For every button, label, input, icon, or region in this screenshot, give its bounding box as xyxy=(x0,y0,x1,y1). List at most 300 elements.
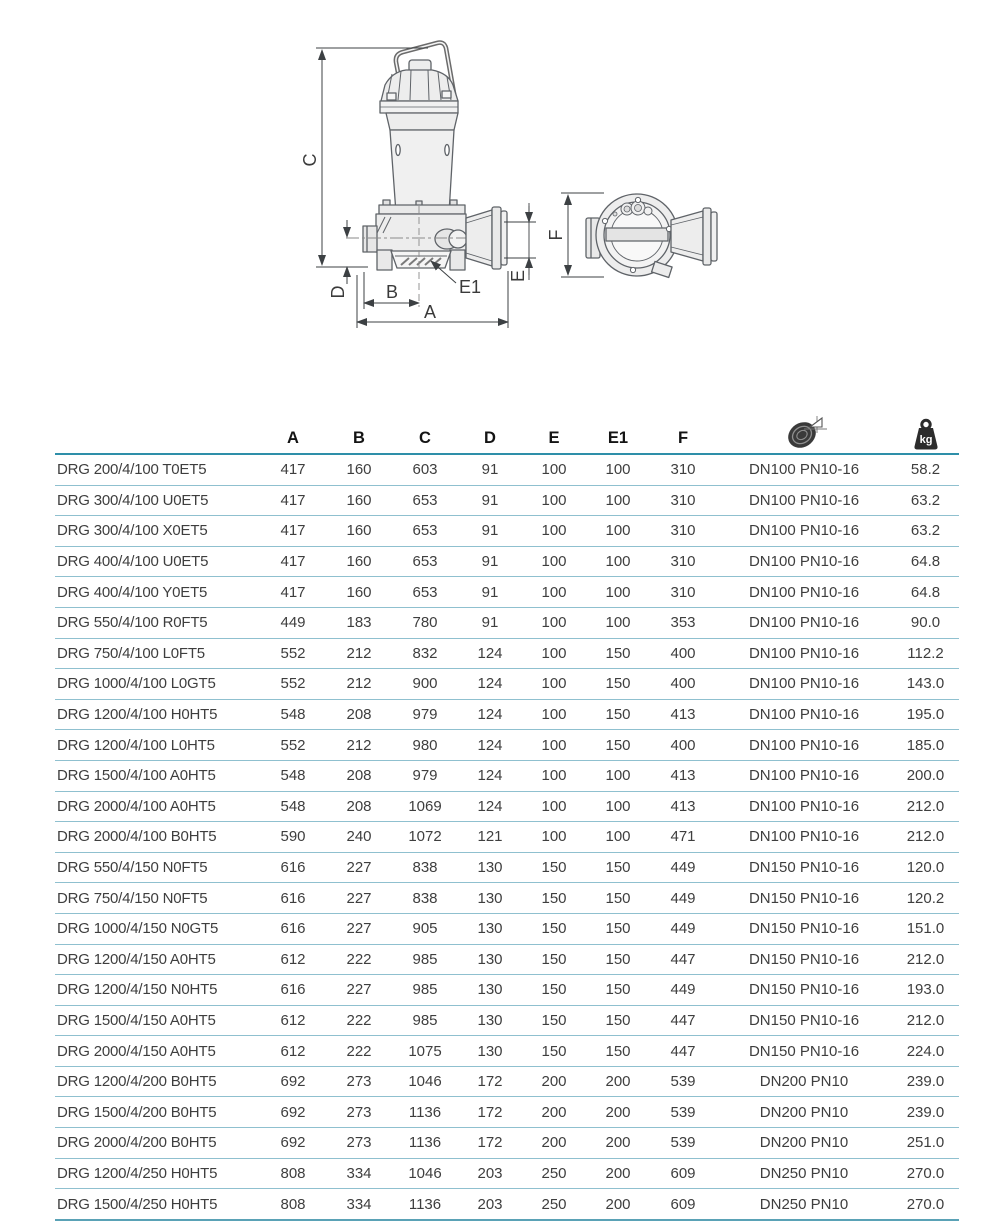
dim-f-value: 400 xyxy=(670,675,696,693)
pump-model: DRG 750/4/100 L0FT5 xyxy=(57,644,205,662)
volute-tab xyxy=(652,261,673,277)
dim-b-value: 208 xyxy=(346,706,372,724)
dim-a-value: 548 xyxy=(280,797,306,815)
weight-value: 63.2 xyxy=(910,491,941,509)
table-row xyxy=(55,669,959,700)
dim-e1-value: 100 xyxy=(605,614,631,632)
label-B: B xyxy=(385,282,399,302)
pump-model: DRG 2000/4/100 A0HT5 xyxy=(57,797,216,815)
dim-e1-value: 100 xyxy=(605,461,631,479)
dim-e-value: 150 xyxy=(541,889,567,907)
dim-a-value: 616 xyxy=(280,889,306,907)
dim-f-value: 539 xyxy=(670,1073,696,1091)
dim-e1-value: 150 xyxy=(605,736,631,754)
dim-e1-value: 150 xyxy=(605,675,631,693)
flange-spec: DN100 PN10-16 xyxy=(748,675,860,693)
weight-value: 64.8 xyxy=(910,553,941,571)
dimensions-table xyxy=(55,408,959,1221)
dim-c-value: 653 xyxy=(412,522,438,540)
weight-value: 239.0 xyxy=(906,1103,945,1121)
dim-d-value: 124 xyxy=(477,706,503,724)
pump-model: DRG 1200/4/200 B0HT5 xyxy=(57,1073,217,1091)
dim-e-value: 100 xyxy=(541,614,567,632)
weight-value: 120.2 xyxy=(906,889,945,907)
dim-c-value: 905 xyxy=(412,920,438,938)
dim-d-value: 130 xyxy=(477,950,503,968)
header-weight-column xyxy=(892,418,959,453)
header-col-A: A xyxy=(287,429,299,447)
dim-d-value: 172 xyxy=(477,1073,503,1091)
dim-d-value: 130 xyxy=(477,1011,503,1029)
dim-f-value: 449 xyxy=(670,981,696,999)
suction-strainer xyxy=(391,251,451,268)
label-F: F xyxy=(546,229,566,241)
dim-c-value: 603 xyxy=(412,461,438,479)
side-port xyxy=(363,226,377,252)
dim-c-value: 653 xyxy=(412,553,438,571)
volute-rib xyxy=(606,228,668,241)
dim-e-value: 150 xyxy=(541,950,567,968)
dim-e1-value: 150 xyxy=(605,644,631,662)
dim-b-value: 227 xyxy=(346,889,372,907)
weight-value: 193.0 xyxy=(906,981,945,999)
dim-e-value: 250 xyxy=(541,1195,567,1213)
dim-e-value: 100 xyxy=(541,736,567,754)
flange-spec: DN100 PN10-16 xyxy=(748,461,860,479)
table-row xyxy=(55,1036,959,1067)
dim-e1-value: 200 xyxy=(605,1073,631,1091)
discharge-flange xyxy=(492,207,501,269)
dim-e-value: 150 xyxy=(541,981,567,999)
dim-d-value: 172 xyxy=(477,1103,503,1121)
dim-f-value: 353 xyxy=(670,614,696,632)
dim-a-value: 552 xyxy=(280,736,306,754)
dim-e-value: 150 xyxy=(541,859,567,877)
dim-d-value: 130 xyxy=(477,1042,503,1060)
dim-d-value: 130 xyxy=(477,859,503,877)
dim-b-value: 160 xyxy=(346,461,372,479)
pump-model: DRG 300/4/100 U0ET5 xyxy=(57,491,209,509)
table-row xyxy=(55,1097,959,1128)
dim-a-value: 808 xyxy=(280,1195,306,1213)
dim-e1-value: 150 xyxy=(605,889,631,907)
dim-a-value: 616 xyxy=(280,981,306,999)
motor-flare xyxy=(386,113,458,130)
dim-a-value: 417 xyxy=(280,583,306,601)
dim-e1-value: 100 xyxy=(605,583,631,601)
weight-value: 270.0 xyxy=(906,1195,945,1213)
table-row xyxy=(55,455,959,486)
dim-b-value: 212 xyxy=(346,644,372,662)
pump-model: DRG 300/4/100 X0ET5 xyxy=(57,522,208,540)
pump-model: DRG 1200/4/100 H0HT5 xyxy=(57,706,218,724)
dim-c-value: 1136 xyxy=(408,1195,442,1213)
dim-b-value: 160 xyxy=(346,522,372,540)
dim-a-value: 417 xyxy=(280,522,306,540)
dim-e1-value: 100 xyxy=(605,491,631,509)
pump-model: DRG 1500/4/200 B0HT5 xyxy=(57,1103,217,1121)
table-row xyxy=(55,1067,959,1098)
table-row xyxy=(55,608,959,639)
pump-model: DRG 1500/4/150 A0HT5 xyxy=(57,1011,216,1029)
dim-f-value: 310 xyxy=(670,522,696,540)
dim-c-value: 985 xyxy=(412,950,438,968)
dim-b-value: 334 xyxy=(346,1195,372,1213)
table-row xyxy=(55,730,959,761)
weight-kg-icon xyxy=(913,418,939,452)
flange-spec: DN250 PN10 xyxy=(759,1164,849,1182)
dim-e-value: 100 xyxy=(541,553,567,571)
dim-c-value: 780 xyxy=(412,614,438,632)
pump-model: DRG 400/4/100 U0ET5 xyxy=(57,553,209,571)
dim-d-value: 91 xyxy=(481,614,499,632)
dim-f-value: 609 xyxy=(670,1195,696,1213)
dim-b-value: 183 xyxy=(346,614,372,632)
flange-spec: DN250 PN10 xyxy=(759,1195,849,1213)
dim-b-value: 240 xyxy=(346,828,372,846)
dim-e-value: 100 xyxy=(541,767,567,785)
dim-b-value: 212 xyxy=(346,736,372,754)
foot-left xyxy=(377,250,392,270)
dim-a-value: 552 xyxy=(280,675,306,693)
dim-f-value: 539 xyxy=(670,1134,696,1152)
dim-a-value: 612 xyxy=(280,950,306,968)
dim-f-value: 413 xyxy=(670,706,696,724)
dim-b-value: 273 xyxy=(346,1103,372,1121)
pump-model: DRG 750/4/150 N0FT5 xyxy=(57,889,208,907)
table-header-row xyxy=(55,408,959,455)
flange-spec: DN100 PN10-16 xyxy=(748,767,860,785)
dim-a-value: 417 xyxy=(280,461,306,479)
dim-e-value: 100 xyxy=(541,675,567,693)
dim-a-value: 449 xyxy=(280,614,306,632)
dim-c-value: 653 xyxy=(412,491,438,509)
dim-e1-value: 200 xyxy=(605,1103,631,1121)
flange-spec: DN100 PN10-16 xyxy=(748,644,860,662)
dim-d-value: 124 xyxy=(477,675,503,693)
weight-value: 200.0 xyxy=(906,767,945,785)
dim-e1-value: 150 xyxy=(605,950,631,968)
table-row xyxy=(55,1189,959,1221)
dim-d-value: 130 xyxy=(477,981,503,999)
foot-right xyxy=(450,250,465,270)
pump-dimension-drawing-svg xyxy=(0,0,1001,395)
dim-a-value: 417 xyxy=(280,553,306,571)
weight-value: 212.0 xyxy=(906,797,945,815)
dim-e-value: 200 xyxy=(541,1073,567,1091)
pump-model: DRG 1200/4/250 H0HT5 xyxy=(57,1164,218,1182)
dim-a-value: 612 xyxy=(280,1011,306,1029)
dim-b-value: 222 xyxy=(346,1011,372,1029)
discharge-cone xyxy=(466,210,492,266)
label-C: C xyxy=(300,153,320,167)
dim-e1-value: 100 xyxy=(605,522,631,540)
dim-f-value: 449 xyxy=(670,920,696,938)
flange-spec: DN100 PN10-16 xyxy=(748,736,860,754)
dim-b-value: 208 xyxy=(346,797,372,815)
dim-b-value: 227 xyxy=(346,981,372,999)
dim-e1-value: 200 xyxy=(605,1195,631,1213)
dim-b-value: 212 xyxy=(346,675,372,693)
dim-a-value: 612 xyxy=(280,1042,306,1060)
dim-f-value: 413 xyxy=(670,797,696,815)
weight-value: 212.0 xyxy=(906,1011,945,1029)
dim-e1-value: 150 xyxy=(605,1042,631,1060)
dim-b-value: 334 xyxy=(346,1164,372,1182)
table-row xyxy=(55,761,959,792)
dim-a-value: 692 xyxy=(280,1073,306,1091)
dim-f-value: 413 xyxy=(670,767,696,785)
table-row xyxy=(55,486,959,517)
dim-c-value: 838 xyxy=(412,889,438,907)
dim-e1-value: 200 xyxy=(605,1134,631,1152)
discharge-boss xyxy=(449,230,467,248)
flange-spec: DN150 PN10-16 xyxy=(748,1042,860,1060)
pump-model: DRG 2000/4/150 A0HT5 xyxy=(57,1042,216,1060)
weight-value: 64.8 xyxy=(910,583,941,601)
dim-e1-value: 100 xyxy=(605,797,631,815)
dim-f-value: 310 xyxy=(670,461,696,479)
pump-top-view xyxy=(586,194,717,277)
header-col-F: F xyxy=(677,429,689,447)
dim-a-value: 616 xyxy=(280,920,306,938)
dim-d-value: 124 xyxy=(477,644,503,662)
dim-f-value: 449 xyxy=(670,889,696,907)
flange-spec: DN200 PN10 xyxy=(759,1103,849,1121)
dim-c-value: 979 xyxy=(412,706,438,724)
weight-value: 112.2 xyxy=(907,644,944,662)
dim-a-value: 616 xyxy=(280,859,306,877)
table-body xyxy=(55,455,959,1221)
dim-d-value: 91 xyxy=(481,461,499,479)
kg-label: kg xyxy=(919,434,932,446)
table-row xyxy=(55,516,959,547)
dim-f-value: 449 xyxy=(670,859,696,877)
flange-spec: DN150 PN10-16 xyxy=(748,981,860,999)
weight-value: 195.0 xyxy=(906,706,945,724)
table-row xyxy=(55,577,959,608)
dim-a-value: 692 xyxy=(280,1103,306,1121)
header-col-C: C xyxy=(419,429,431,447)
dim-e1-value: 200 xyxy=(605,1164,631,1182)
dim-e-value: 100 xyxy=(541,491,567,509)
table-row xyxy=(55,792,959,823)
dim-e-value: 100 xyxy=(541,828,567,846)
dim-c-value: 980 xyxy=(412,736,438,754)
dim-d-value: 203 xyxy=(477,1195,503,1213)
flange-spec: DN150 PN10-16 xyxy=(748,920,860,938)
dim-b-value: 160 xyxy=(346,491,372,509)
label-E: E xyxy=(508,269,528,283)
dim-e-value: 200 xyxy=(541,1103,567,1121)
weight-value: 151.0 xyxy=(906,920,945,938)
dim-e1-value: 150 xyxy=(605,706,631,724)
dim-e-value: 100 xyxy=(541,644,567,662)
table-row xyxy=(55,883,959,914)
dim-f-value: 400 xyxy=(670,736,696,754)
flange-spec: DN100 PN10-16 xyxy=(748,491,860,509)
weight-value: 58.2 xyxy=(910,461,941,479)
pump-model: DRG 2000/4/200 B0HT5 xyxy=(57,1134,217,1152)
dim-d-value: 203 xyxy=(477,1164,503,1182)
dim-d-value: 91 xyxy=(481,583,499,601)
dim-c-value: 979 xyxy=(412,767,438,785)
dim-f-value: 310 xyxy=(670,553,696,571)
dim-e-value: 150 xyxy=(541,1042,567,1060)
table-row xyxy=(55,1128,959,1159)
dim-d-value: 172 xyxy=(477,1134,503,1152)
dim-d-value: 130 xyxy=(477,889,503,907)
dim-e1-value: 100 xyxy=(605,828,631,846)
flange-icon xyxy=(780,414,828,452)
flange-spec: DN200 PN10 xyxy=(759,1073,849,1091)
dim-a-value: 548 xyxy=(280,706,306,724)
weight-value: 120.0 xyxy=(906,859,945,877)
volute-top-plate xyxy=(379,205,465,214)
dim-a-value: 692 xyxy=(280,1134,306,1152)
weight-value: 239.0 xyxy=(906,1073,945,1091)
dim-d-value: 91 xyxy=(481,522,499,540)
dim-f-value: 310 xyxy=(670,491,696,509)
dim-e-value: 100 xyxy=(541,522,567,540)
dim-f-value: 539 xyxy=(670,1103,696,1121)
dim-b-value: 208 xyxy=(346,767,372,785)
pump-model: DRG 1200/4/150 A0HT5 xyxy=(57,950,216,968)
weight-value: 251.0 xyxy=(906,1134,945,1152)
dim-e-value: 250 xyxy=(541,1164,567,1182)
pump-front-view xyxy=(346,43,507,307)
dim-c-value: 985 xyxy=(412,1011,438,1029)
dim-c-value: 1075 xyxy=(408,1042,442,1060)
pump-model: DRG 1000/4/100 L0GT5 xyxy=(57,675,216,693)
table-row xyxy=(55,547,959,578)
dim-e-value: 100 xyxy=(541,583,567,601)
header-col-E1: E1 xyxy=(607,429,629,447)
table-row xyxy=(55,639,959,670)
dim-c-value: 1069 xyxy=(408,797,442,815)
dim-f-value: 447 xyxy=(670,1011,696,1029)
dim-e-value: 200 xyxy=(541,1134,567,1152)
dim-d-value: 124 xyxy=(477,767,503,785)
flange-spec: DN100 PN10-16 xyxy=(748,706,860,724)
dim-c-value: 1046 xyxy=(408,1073,442,1091)
weight-value: 90.0 xyxy=(910,614,941,632)
weight-value: 212.0 xyxy=(906,950,945,968)
dim-b-value: 160 xyxy=(346,583,372,601)
dim-c-value: 985 xyxy=(412,981,438,999)
dim-b-value: 222 xyxy=(346,950,372,968)
flange-spec: DN100 PN10-16 xyxy=(748,522,860,540)
dim-b-value: 273 xyxy=(346,1134,372,1152)
dim-c-value: 1136 xyxy=(408,1134,442,1152)
dim-e-value: 150 xyxy=(541,920,567,938)
flange-spec: DN100 PN10-16 xyxy=(748,553,860,571)
dim-d-value: 121 xyxy=(477,828,503,846)
header-model-column xyxy=(55,448,260,453)
dim-a-value: 590 xyxy=(280,828,306,846)
dim-e1-value: 150 xyxy=(605,920,631,938)
dim-f-value: 609 xyxy=(670,1164,696,1182)
dim-e-value: 100 xyxy=(541,461,567,479)
dim-c-value: 653 xyxy=(412,583,438,601)
pump-model: DRG 1500/4/250 H0HT5 xyxy=(57,1195,218,1213)
header-col-B: B xyxy=(353,429,365,447)
dim-a-value: 548 xyxy=(280,767,306,785)
flange-spec: DN200 PN10 xyxy=(759,1134,849,1152)
dim-b-value: 227 xyxy=(346,920,372,938)
table-row xyxy=(55,1006,959,1037)
header-flange-column xyxy=(716,414,892,453)
flange-spec: DN100 PN10-16 xyxy=(748,614,860,632)
table-row xyxy=(55,975,959,1006)
dim-a-value: 552 xyxy=(280,644,306,662)
dim-c-value: 832 xyxy=(412,644,438,662)
dim-d-value: 91 xyxy=(481,553,499,571)
label-A: A xyxy=(423,302,437,322)
dim-d-value: 130 xyxy=(477,920,503,938)
weight-value: 185.0 xyxy=(906,736,945,754)
label-D: D xyxy=(328,285,348,299)
table-row xyxy=(55,853,959,884)
dim-a-value: 417 xyxy=(280,491,306,509)
dim-b-value: 222 xyxy=(346,1042,372,1060)
dimension-drawing xyxy=(0,0,1001,395)
dim-f-value: 471 xyxy=(670,828,696,846)
dim-e1-value: 100 xyxy=(605,553,631,571)
dim-c-value: 1072 xyxy=(408,828,442,846)
dim-e-value: 100 xyxy=(541,797,567,815)
dim-e1-value: 150 xyxy=(605,981,631,999)
weight-value: 63.2 xyxy=(910,522,941,540)
dim-b-value: 227 xyxy=(346,859,372,877)
dim-d-value: 124 xyxy=(477,797,503,815)
flange-spec: DN150 PN10-16 xyxy=(748,1011,860,1029)
weight-value: 270.0 xyxy=(906,1164,945,1182)
dim-c-value: 838 xyxy=(412,859,438,877)
dim-E xyxy=(504,203,536,283)
dim-c-value: 900 xyxy=(412,675,438,693)
pump-model: DRG 1500/4/100 A0HT5 xyxy=(57,767,216,785)
dim-e-value: 150 xyxy=(541,1011,567,1029)
dim-d-value: 91 xyxy=(481,491,499,509)
label-E1: E1 xyxy=(459,277,482,297)
pump-model: DRG 200/4/100 T0ET5 xyxy=(57,461,207,479)
header-col-D: D xyxy=(484,429,496,447)
dim-c-value: 1136 xyxy=(408,1103,442,1121)
pump-model: DRG 1000/4/150 N0GT5 xyxy=(57,920,219,938)
pump-model: DRG 400/4/100 Y0ET5 xyxy=(57,583,208,601)
pump-model: DRG 1200/4/100 L0HT5 xyxy=(57,736,215,754)
pump-model: DRG 1200/4/150 N0HT5 xyxy=(57,981,218,999)
top-view-discharge-flange xyxy=(703,208,711,265)
dim-b-value: 160 xyxy=(346,553,372,571)
dim-e-value: 100 xyxy=(541,706,567,724)
table-row xyxy=(55,914,959,945)
dim-e1-value: 150 xyxy=(605,1011,631,1029)
pump-model: DRG 2000/4/100 B0HT5 xyxy=(57,828,217,846)
weight-value: 212.0 xyxy=(906,828,945,846)
flange-spec: DN100 PN10-16 xyxy=(748,583,860,601)
dim-b-value: 273 xyxy=(346,1073,372,1091)
pump-model: DRG 550/4/100 R0FT5 xyxy=(57,614,208,632)
table-row xyxy=(55,945,959,976)
dim-c-value: 1046 xyxy=(408,1164,442,1182)
dim-f-value: 400 xyxy=(670,644,696,662)
flange-spec: DN100 PN10-16 xyxy=(748,797,860,815)
flange-spec: DN150 PN10-16 xyxy=(748,859,860,877)
dim-a-value: 808 xyxy=(280,1164,306,1182)
flange-spec: DN100 PN10-16 xyxy=(748,828,860,846)
